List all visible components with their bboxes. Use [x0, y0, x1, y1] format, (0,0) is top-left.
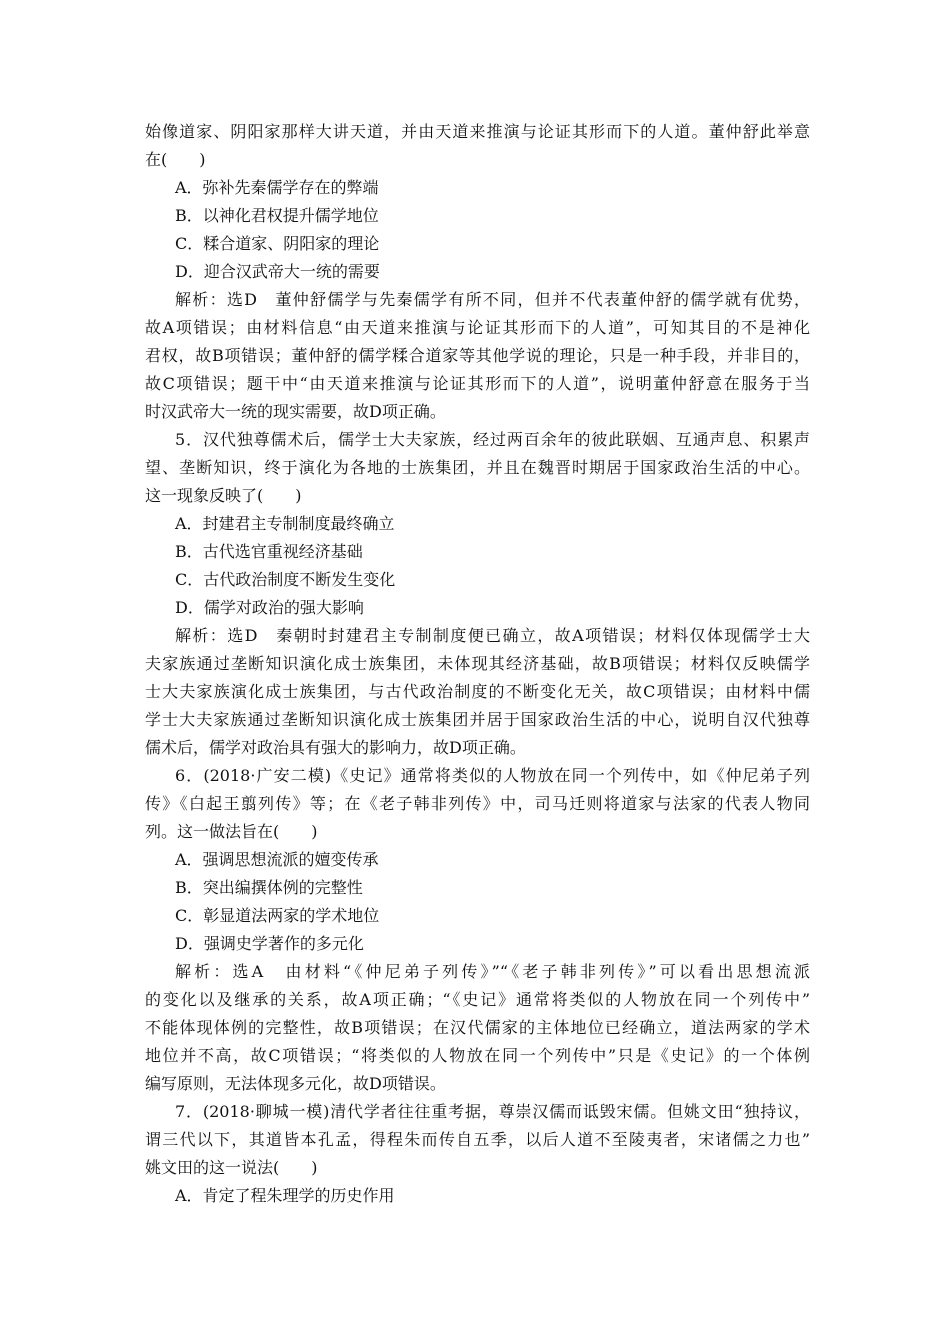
- question-5-stem-line: 5．汉代独尊儒术后，儒学士大夫家族，经过两百余年的彼此联姻、互通声息、积累声: [175, 430, 810, 449]
- question-4-analysis-line: 故C项错误；题干中“由天道来推演与论证其形而下的人道”，说明董仲舒意在服务于当: [145, 374, 810, 393]
- question-5-stem-line: 这一现象反映了( ): [145, 486, 302, 505]
- question-6-stem-line: 传》《白起王翦列传》等；在《老子韩非列传》中，司马迁则将道家与法家的代表人物同: [145, 794, 810, 813]
- question-4-analysis-line: 时汉武帝大一统的现实需要，故D项正确。: [145, 402, 446, 421]
- question-5-option-a: A．封建君主专制制度最终确立: [175, 514, 395, 533]
- question-4-option-d: D．迎合汉武帝大一统的需要: [175, 262, 380, 281]
- question-4-analysis-line: 故A项错误；由材料信息“由天道来推演与论证其形而下的人道”，可知其目的不是神化: [145, 318, 810, 337]
- question-4-analysis-line: 君权，故B项错误；董仲舒的儒学糅合道家等其他学说的理论，只是一种手段，并非目的，: [145, 346, 810, 365]
- question-6-analysis-line: 地位并不高，故C项错误；“将类似的人物放在同一个列传中”只是《史记》的一个体例: [145, 1046, 810, 1065]
- question-6-stem-line: 6．(2018·广安二模)《史记》通常将类似的人物放在同一个列传中，如《仲尼弟子列: [175, 766, 810, 785]
- question-5: [145, 426, 810, 762]
- question-6-analysis-line: 不能体现体例的完整性，故B项错误；在汉代儒家的主体地位已经确立，道法两家的学术: [145, 1018, 810, 1037]
- question-5-analysis-line: 学士大夫家族通过垄断知识演化成士族集团并居于国家政治生活的中心，说明自汉代独尊: [145, 710, 810, 729]
- question-5-analysis-line: 士大夫家族演化成士族集团，与古代政治制度的不断变化无关，故C项错误；由材料中儒: [145, 682, 810, 701]
- question-4-option-a: A．弥补先秦儒学存在的弊端: [175, 178, 379, 197]
- question-5-stem-line: 望、垄断知识，终于演化为各地的士族集团，并且在魏晋时期居于国家政治生活的中心。: [145, 458, 810, 477]
- question-6-analysis-line: 的变化以及继承的关系，故A项正确；“《史记》通常将类似的人物放在同一个列传中”: [145, 990, 810, 1009]
- question-4: [145, 118, 810, 426]
- question-4-stem-line: 在( ): [145, 150, 206, 169]
- question-5-analysis-line: 儒术后，儒学对政治具有强大的影响力，故D项正确。: [145, 738, 526, 757]
- question-7: [145, 1098, 810, 1210]
- question-7-stem-line: 7．(2018·聊城一模)清代学者往往重考据，尊崇汉儒而诋毁宋儒。但姚文田“独持议，: [175, 1102, 810, 1121]
- document-page: [145, 118, 810, 1210]
- question-7-stem-line: 姚文田的这一说法( ): [145, 1158, 318, 1177]
- question-7-option-a: A．肯定了程朱理学的历史作用: [175, 1186, 395, 1205]
- question-4-option-c: C．糅合道家、阴阳家的理论: [175, 234, 380, 253]
- question-6: [145, 762, 810, 1098]
- question-4-analysis-line: 解析：选D 董仲舒儒学与先秦儒学有所不同，但并不代表董仲舒的儒学就有优势，: [175, 290, 810, 309]
- question-5-option-b: B．古代选官重视经济基础: [175, 542, 363, 561]
- question-5-option-c: C．古代政治制度不断发生变化: [175, 570, 396, 589]
- question-6-analysis-line: 解析：选A 由材料“《仲尼弟子列传》”“《老子韩非列传》”可以看出思想流派: [175, 962, 810, 981]
- question-5-analysis-line: 夫家族通过垄断知识演化成士族集团，未体现其经济基础，故B项错误；材料仅反映儒学: [145, 654, 810, 673]
- question-5-analysis-line: 解析：选D 秦朝时封建君主专制制度便已确立，故A项错误；材料仅体现儒学士大: [175, 626, 810, 645]
- question-6-option-d: D．强调史学著作的多元化: [175, 934, 364, 953]
- question-6-option-a: A．强调思想流派的嬗变传承: [175, 850, 379, 869]
- question-4-stem-line: 始像道家、阴阳家那样大讲天道，并由天道来推演与论证其形而下的人道。董仲舒此举意: [145, 122, 810, 141]
- question-6-option-b: B．突出编撰体例的完整性: [175, 878, 363, 897]
- question-4-option-b: B．以神化君权提升儒学地位: [175, 206, 379, 225]
- question-6-analysis-line: 编写原则，无法体现多元化，故D项错误。: [145, 1074, 446, 1093]
- question-6-option-c: C．彰显道法两家的学术地位: [175, 906, 380, 925]
- question-6-stem-line: 列。这一做法旨在( ): [145, 822, 318, 841]
- question-5-option-d: D．儒学对政治的强大影响: [175, 598, 364, 617]
- question-7-stem-line: 谓三代以下，其道皆本孔孟，得程朱而传自五季，以后人道不至陵夷者，宋诸儒之力也”: [145, 1130, 810, 1149]
